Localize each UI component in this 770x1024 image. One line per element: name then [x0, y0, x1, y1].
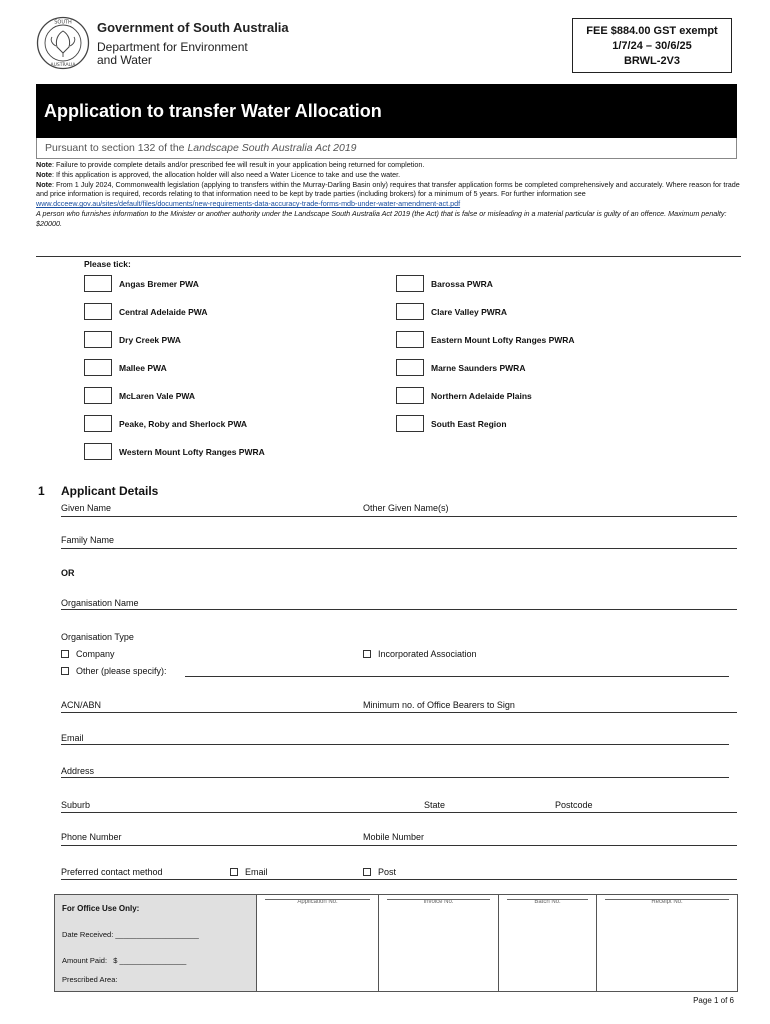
office-use-title: For Office Use Only: — [62, 904, 140, 913]
pwa-label: Peake, Roby and Sherlock PWA — [119, 418, 248, 429]
pwa-option-peake-roby-sherlock — [84, 415, 247, 432]
invoice-no-column — [379, 895, 499, 991]
checkbox[interactable] — [230, 868, 238, 876]
svg-text:SOUTH: SOUTH — [54, 19, 72, 26]
dollar-sign: $ — [113, 956, 118, 965]
svg-text:AUSTRALIA: AUSTRALIA — [50, 63, 76, 68]
suburb-label: Suburb — [61, 800, 91, 810]
checkbox[interactable] — [396, 387, 424, 404]
pwa-label: Angas Bremer PWA — [119, 278, 199, 289]
column-header: Batch No. — [507, 899, 588, 904]
pwa-label: Clare Valley PWRA — [431, 306, 508, 317]
pwa-label: Mallee PWA — [119, 362, 167, 373]
note-2 — [36, 170, 741, 180]
acn-abn-field[interactable] — [61, 712, 737, 713]
column-header: Invoice No. — [387, 899, 490, 904]
given-name-label: Given Name — [61, 503, 112, 513]
other-specify-field[interactable] — [185, 676, 729, 677]
email-label: Email — [61, 733, 84, 743]
organisation-type-label: Organisation Type — [61, 632, 134, 642]
note-label: Note — [36, 179, 52, 189]
pwa-label: McLaren Vale PWA — [119, 390, 196, 401]
checkbox[interactable] — [84, 359, 112, 376]
department-name — [97, 41, 297, 67]
pwa-option-south-east-region — [396, 415, 507, 432]
pwa-option-dry-creek — [84, 331, 181, 348]
department-line-2: and Water — [97, 53, 152, 67]
subtitle-act: Landscape South Australia Act 2019 — [187, 142, 357, 154]
divider — [61, 879, 737, 880]
checkbox[interactable] — [363, 650, 371, 658]
preferred-post-option[interactable] — [363, 867, 396, 877]
column-header: Receipt No. — [605, 899, 729, 904]
organisation-name-field[interactable] — [61, 609, 737, 610]
checkbox[interactable] — [396, 331, 424, 348]
address-field[interactable] — [61, 777, 729, 778]
pwa-label: South East Region — [431, 418, 507, 429]
form-title: Application to transfer Water Allocation — [36, 84, 737, 138]
company-label: Company — [76, 649, 115, 659]
email-field[interactable] — [61, 744, 729, 745]
pwa-option-mclaren-vale — [84, 387, 195, 404]
family-name-label: Family Name — [61, 535, 115, 545]
checkbox[interactable] — [84, 275, 112, 292]
notes-block — [36, 160, 741, 229]
checkbox[interactable] — [84, 331, 112, 348]
organisation-name-label: Organisation Name — [61, 598, 139, 608]
note-1 — [36, 160, 741, 170]
pwa-label: Dry Creek PWA — [119, 334, 181, 345]
subtitle-prefix: Pursuant to section 132 of the — [45, 142, 188, 154]
dcceew-link[interactable]: www.dcceew.gov.au/sites/default/files/documents/new-requirements-data-accuracy-trade-forms-mdb-under-water-amendment-act.pdf — [36, 199, 461, 209]
checkbox[interactable] — [84, 443, 112, 460]
or-label: OR — [61, 568, 75, 578]
pwa-option-barossa — [396, 275, 493, 292]
company-option[interactable] — [61, 649, 115, 659]
note-label: Note — [36, 169, 52, 179]
checkbox[interactable] — [396, 303, 424, 320]
pwa-label: Eastern Mount Lofty Ranges PWRA — [431, 334, 575, 345]
amount-paid-label: Amount Paid: $ ________________ — [62, 956, 187, 965]
acn-abn-label: ACN/ABN — [61, 700, 102, 710]
pwa-option-angas-bremer — [84, 275, 199, 292]
checkbox[interactable] — [396, 275, 424, 292]
note-label: Note — [36, 160, 52, 169]
preferred-post-label: Post — [378, 867, 397, 877]
preferred-contact-label: Preferred contact method — [61, 867, 163, 877]
form-subtitle — [36, 138, 737, 159]
pwa-option-northern-adelaide-plains — [396, 387, 532, 404]
pwa-label: Western Mount Lofty Ranges PWRA — [119, 446, 265, 457]
min-office-bearers-label: Minimum no. of Office Bearers to Sign — [363, 700, 515, 710]
office-use-box — [54, 894, 738, 992]
mobile-number-label: Mobile Number — [363, 832, 425, 842]
checkbox[interactable] — [396, 359, 424, 376]
other-label: Other (please specify): — [76, 666, 167, 676]
form-code: BRWL-2V3 — [623, 55, 681, 67]
other-option[interactable] — [61, 666, 167, 676]
family-name-field[interactable] — [61, 548, 737, 549]
government-seal-logo — [36, 16, 90, 70]
section-number: 1 — [38, 484, 45, 498]
page-number: Page 1 of 6 — [693, 996, 734, 1005]
checkbox[interactable] — [84, 387, 112, 404]
state-label: State — [424, 800, 446, 810]
fee-period: 1/7/24 – 30/6/25 — [612, 40, 692, 52]
other-given-names-label: Other Given Name(s) — [363, 503, 449, 513]
pwa-option-eastern-mount-lofty — [396, 331, 575, 348]
pwa-label: Barossa PWRA — [431, 278, 493, 289]
preferred-email-option[interactable] — [230, 867, 268, 877]
government-name: Government of South Australia — [97, 20, 289, 35]
given-name-field[interactable] — [61, 516, 737, 517]
checkbox[interactable] — [396, 415, 424, 432]
column-header: Application No. — [265, 899, 370, 904]
pwa-label: Central Adelaide PWA — [119, 306, 208, 317]
checkbox[interactable] — [363, 868, 371, 876]
checkbox[interactable] — [61, 650, 69, 658]
date-received-label: Date Received: ____________________ — [62, 930, 199, 939]
note-3 — [36, 180, 741, 209]
offence-warning: A person who furnishes information to the Minister or another authority under the Landscape South Australia Act 2019 (the Act) that is false or misleading in a material particular is guilty of an offence. Maximum penalty: $20000. — [36, 208, 727, 228]
fee-box — [572, 18, 732, 73]
pwa-label: Marne Saunders PWRA — [431, 362, 526, 373]
postcode-label: Postcode — [555, 800, 593, 810]
phone-number-label: Phone Number — [61, 832, 122, 842]
note-text: : From 1 July 2024, Commonwealth legislation (applying to transfers within the Murray-Darling Basin only) requires that transfer application forms be completed comprehensively and accurately. Where reason for trade and price information is required, records relating to that information need to be kept by trade parties (including brokers) for a minimum of 5 years. For further information see — [36, 179, 740, 199]
address-label: Address — [61, 766, 95, 776]
amount-paid-text: Amount Paid: — [62, 956, 108, 965]
please-tick-label: Please tick: — [84, 259, 131, 269]
pwa-option-central-adelaide — [84, 303, 207, 320]
section-title: Applicant Details — [61, 484, 159, 498]
pwa-option-mallee — [84, 359, 167, 376]
note-text: : If this application is approved, the allocation holder will also need a Water Licence to take and use the water. — [51, 169, 401, 179]
date-received-text: Date Received: — [62, 930, 114, 939]
checkbox[interactable] — [84, 303, 112, 320]
prescribed-area-label: Prescribed Area: — [62, 975, 118, 984]
department-line-1: Department for Environment — [97, 40, 248, 54]
pwa-option-western-mount-lofty — [84, 443, 265, 460]
pwa-option-marne-saunders — [396, 359, 525, 376]
pwa-label: Northern Adelaide Plains — [431, 390, 532, 401]
divider — [36, 256, 741, 257]
note-text: : Failure to provide complete details and/or prescribed fee will result in your application being returned for completion. — [51, 160, 425, 169]
pwa-option-clare-valley — [396, 303, 507, 320]
office-use-panel — [55, 895, 257, 991]
checkbox[interactable] — [61, 667, 69, 675]
preferred-email-label: Email — [245, 867, 268, 877]
phone-number-field[interactable] — [61, 845, 737, 846]
suburb-field[interactable] — [61, 812, 737, 813]
receipt-no-column — [597, 895, 737, 991]
fee-amount: FEE $884.00 GST exempt — [586, 25, 718, 37]
incorporated-association-option[interactable] — [363, 649, 477, 659]
batch-no-column — [499, 895, 597, 991]
checkbox[interactable] — [84, 415, 112, 432]
incorporated-association-label: Incorporated Association — [378, 649, 477, 659]
application-no-column — [257, 895, 379, 991]
